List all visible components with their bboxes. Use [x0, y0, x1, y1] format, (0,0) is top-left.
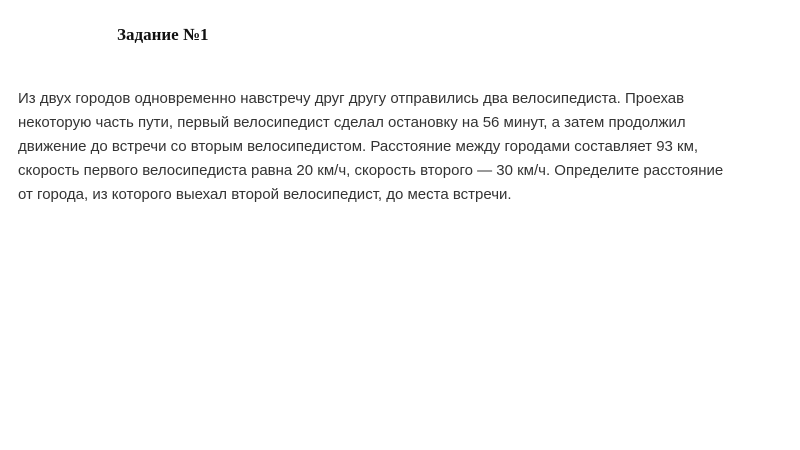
- task-text-line: движение до встречи со вторым велосипедистом. Расстояние между городами составляет 93 км,: [18, 138, 699, 155]
- task-text-line: Из двух городов одновременно навстречу друг другу отправились два велосипедиста. Проехав: [18, 90, 685, 107]
- task-text: [18, 87, 788, 207]
- task-text-line: от города, из которого выехал второй велосипедист, до места встречи.: [18, 186, 512, 203]
- task-text-line: некоторую часть пути, первый велосипедист сделал остановку на 56 минут, а затем продолжил: [18, 114, 686, 131]
- task-title: Задание №1: [117, 25, 209, 44]
- task-text-line: скорость первого велосипедиста равна 20 км/ч, скорость второго — 30 км/ч. Определите расстояние: [18, 162, 724, 179]
